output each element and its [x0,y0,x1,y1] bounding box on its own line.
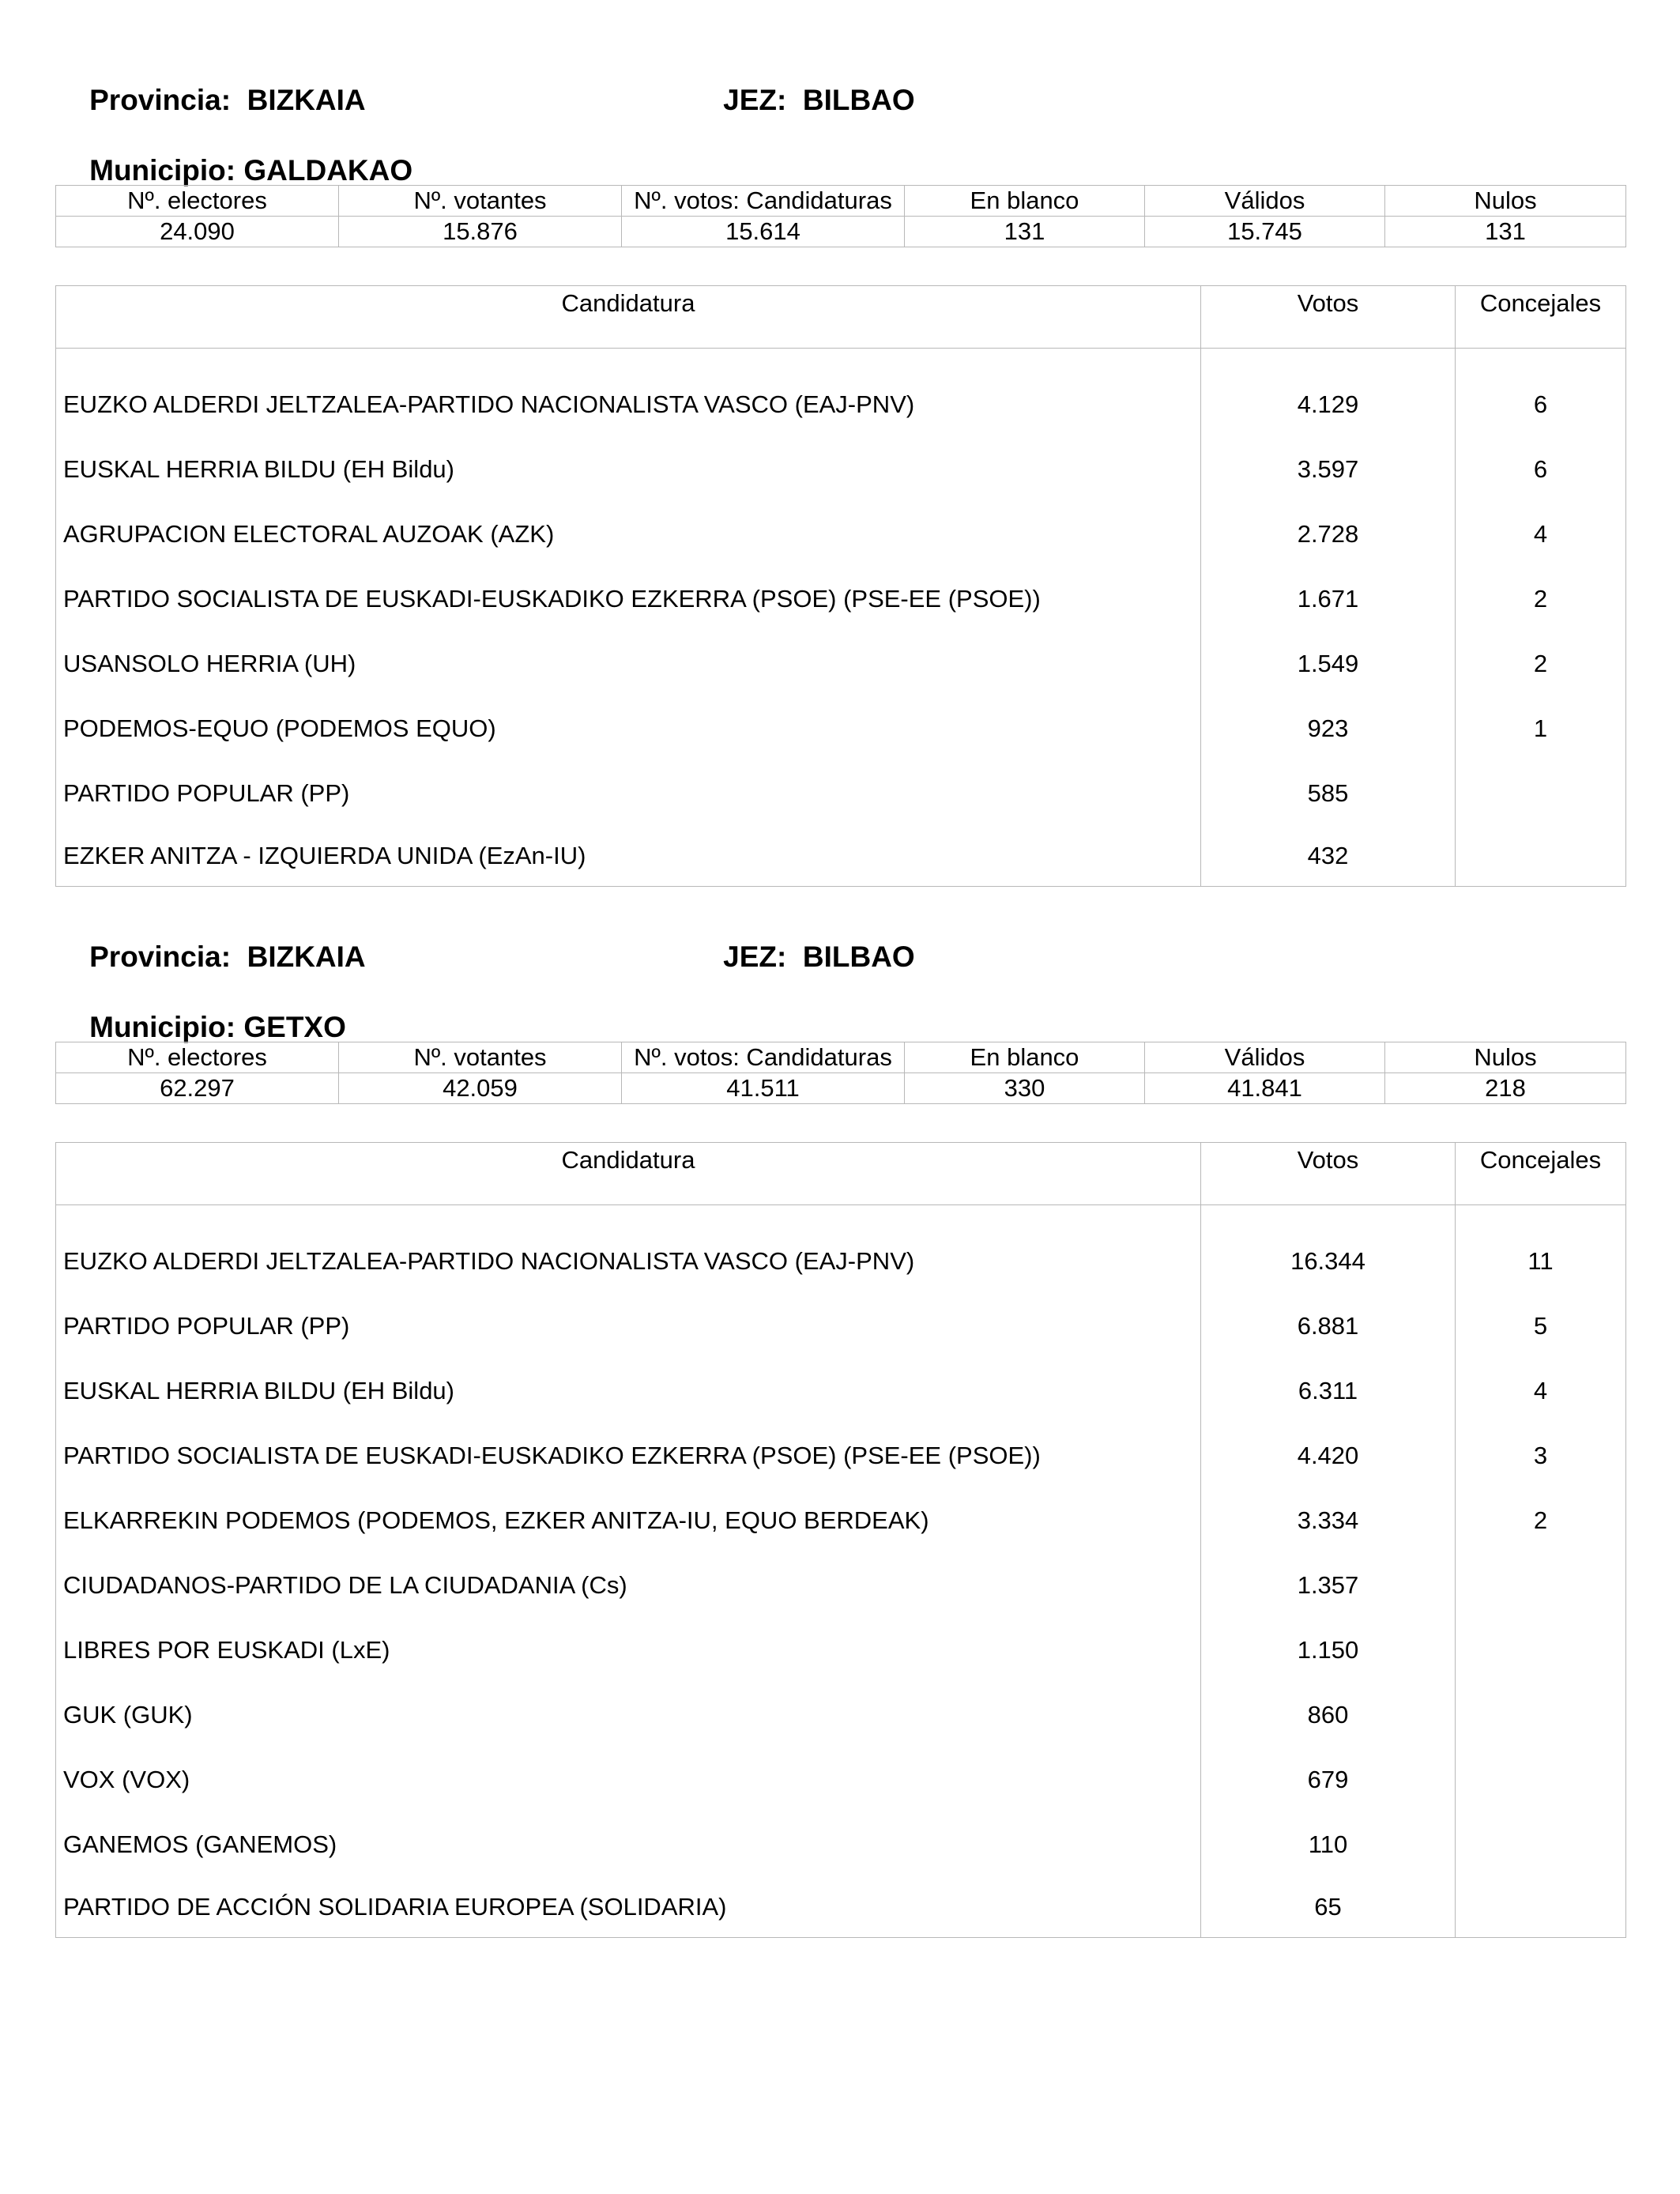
table-row [56,1747,1626,1812]
summary-value-cell: 218 [1385,1073,1626,1104]
votos-cell: 4.129 [1201,349,1456,438]
concejales-cell [1456,1618,1626,1683]
summary-header-cell: Nº. votantes [339,186,622,217]
table-row [56,502,1626,567]
concejales-cell: 11 [1456,1205,1626,1295]
candidatura-cell: AGRUPACION ELECTORAL AUZOAK (AZK) [63,520,555,548]
summary-header-cell: Nº. electores [56,186,339,217]
provincia-label: Provincia: [89,941,232,973]
table-row [56,826,1626,887]
concejales-column-header: Concejales [1456,286,1626,349]
concejales-cell [1456,1553,1626,1618]
summary-value-cell: 62.297 [56,1073,339,1104]
summary-value-cell: 24.090 [56,217,339,247]
votos-cell: 3.334 [1201,1488,1456,1553]
candidatura-cell: PARTIDO DE ACCIÓN SOLIDARIA EUROPEA (SOLIDARIA) [63,1893,727,1921]
summary-value-cell: 15.614 [622,217,905,247]
concejales-cell: 1 [1456,696,1626,761]
summary-value-cell: 15.745 [1145,217,1385,247]
votos-cell: 1.671 [1201,567,1456,631]
candidatura-cell: PARTIDO POPULAR (PP) [63,779,350,807]
summary-header-cell: Válidos [1145,1042,1385,1073]
summary-value-cell: 42.059 [339,1073,622,1104]
votos-cell: 65 [1201,1877,1456,1938]
candidaturas-header-row [56,286,1626,349]
table-row [56,349,1626,438]
summary-value-row [56,217,1626,247]
summary-value-cell: 131 [905,217,1145,247]
municipio-label: Municipio: [89,1011,236,1043]
concejales-cell: 3 [1456,1423,1626,1488]
table-row [56,437,1626,502]
concejales-cell: 2 [1456,1488,1626,1553]
concejales-cell: 4 [1456,502,1626,567]
candidatura-cell: EZKER ANITZA - IZQUIERDA UNIDA (EzAn-IU) [63,842,586,869]
municipio-value: GETXO [243,1011,346,1043]
concejales-cell: 6 [1456,437,1626,502]
summary-header-row [56,186,1626,217]
jez-header [691,907,915,1007]
table-row [56,1877,1626,1938]
concejales-cell [1456,1747,1626,1812]
concejales-cell [1456,1812,1626,1877]
municipio-label: Municipio: [89,154,236,187]
municipio-value: GALDAKAO [243,154,413,187]
summary-value-cell: 41.511 [622,1073,905,1104]
jez-label: JEZ: [723,84,787,116]
candidatura-cell: PARTIDO POPULAR (PP) [63,1312,350,1340]
summary-header-cell: Nulos [1385,186,1626,217]
summary-header-cell: En blanco [905,186,1145,217]
votos-cell: 6.881 [1201,1294,1456,1359]
votos-cell: 585 [1201,761,1456,826]
votos-cell: 4.420 [1201,1423,1456,1488]
candidatura-cell: PARTIDO SOCIALISTA DE EUSKADI-EUSKADIKO EZKERRA (PSOE) (PSE-EE (PSOE)) [63,1442,1041,1469]
candidatura-cell: CIUDADANOS-PARTIDO DE LA CIUDADANIA (Cs) [63,1571,627,1599]
concejales-cell: 5 [1456,1294,1626,1359]
table-row [56,1294,1626,1359]
candidatura-cell: GUK (GUK) [63,1701,193,1728]
votos-column-header: Votos [1201,1143,1456,1205]
table-row [56,696,1626,761]
table-row [56,1683,1626,1747]
summary-table [55,1042,1626,1104]
jez-value: BILBAO [802,84,915,116]
summary-value-cell: 330 [905,1073,1145,1104]
summary-header-cell: Nº. votos: Candidaturas [622,1042,905,1073]
candidatura-cell: LIBRES POR EUSKADI (LxE) [63,1636,390,1664]
table-row [56,1423,1626,1488]
concejales-cell [1456,761,1626,826]
summary-header-cell: Nº. votos: Candidaturas [622,186,905,217]
concejales-cell [1456,1683,1626,1747]
candidatura-cell: EUZKO ALDERDI JELTZALEA-PARTIDO NACIONALISTA VASCO (EAJ-PNV) [63,1247,915,1275]
votos-cell: 3.597 [1201,437,1456,502]
votos-cell: 110 [1201,1812,1456,1877]
summary-header-cell: Nº. votantes [339,1042,622,1073]
votos-cell: 16.344 [1201,1205,1456,1295]
jez-label: JEZ: [723,941,787,973]
candidatura-cell: PODEMOS-EQUO (PODEMOS EQUO) [63,714,496,742]
votos-cell: 1.150 [1201,1618,1456,1683]
votos-column-header: Votos [1201,286,1456,349]
candidatura-cell: EUSKAL HERRIA BILDU (EH Bildu) [63,1377,455,1404]
table-row [56,1205,1626,1295]
jez-value: BILBAO [802,941,915,973]
table-row [56,761,1626,826]
table-row [56,567,1626,631]
concejales-cell [1456,1877,1626,1938]
provincia-value: BIZKAIA [247,941,366,973]
candidatura-cell: GANEMOS (GANEMOS) [63,1830,337,1858]
candidatura-cell: EUSKAL HERRIA BILDU (EH Bildu) [63,455,455,483]
candidatura-cell: VOX (VOX) [63,1766,190,1793]
table-row [56,1488,1626,1553]
votos-cell: 923 [1201,696,1456,761]
jez-header [691,51,915,150]
summary-value-cell: 15.876 [339,217,622,247]
concejales-column-header: Concejales [1456,1143,1626,1205]
summary-value-row [56,1073,1626,1104]
votos-cell: 679 [1201,1747,1456,1812]
candidatura-column-header: Candidatura [56,286,1201,349]
votos-cell: 432 [1201,826,1456,887]
candidaturas-table [55,285,1626,887]
votos-cell: 1.357 [1201,1553,1456,1618]
summary-header-cell: Nulos [1385,1042,1626,1073]
candidatura-cell: ELKARREKIN PODEMOS (PODEMOS, EZKER ANITZA-IU, EQUO BERDEAK) [63,1506,929,1534]
table-row [56,1618,1626,1683]
summary-header-cell: En blanco [905,1042,1145,1073]
summary-header-cell: Válidos [1145,186,1385,217]
candidatura-cell: USANSOLO HERRIA (UH) [63,650,356,677]
table-row [56,1812,1626,1877]
table-row [56,1359,1626,1423]
candidatura-cell: EUZKO ALDERDI JELTZALEA-PARTIDO NACIONALISTA VASCO (EAJ-PNV) [63,390,915,418]
candidaturas-table [55,1142,1626,1938]
table-row [56,631,1626,696]
summary-value-cell: 131 [1385,217,1626,247]
concejales-cell: 2 [1456,567,1626,631]
concejales-cell: 6 [1456,349,1626,438]
summary-table [55,185,1626,247]
table-row [56,1553,1626,1618]
votos-cell: 860 [1201,1683,1456,1747]
votos-cell: 2.728 [1201,502,1456,567]
concejales-cell: 2 [1456,631,1626,696]
summary-header-cell: Nº. electores [56,1042,339,1073]
votos-cell: 6.311 [1201,1359,1456,1423]
provincia-label: Provincia: [89,84,232,116]
concejales-cell: 4 [1456,1359,1626,1423]
summary-header-row [56,1042,1626,1073]
provincia-value: BIZKAIA [247,84,366,116]
summary-value-cell: 41.841 [1145,1073,1385,1104]
votos-cell: 1.549 [1201,631,1456,696]
candidatura-column-header: Candidatura [56,1143,1201,1205]
candidatura-cell: PARTIDO SOCIALISTA DE EUSKADI-EUSKADIKO EZKERRA (PSOE) (PSE-EE (PSOE)) [63,585,1041,613]
candidaturas-header-row [56,1143,1626,1205]
concejales-cell [1456,826,1626,887]
